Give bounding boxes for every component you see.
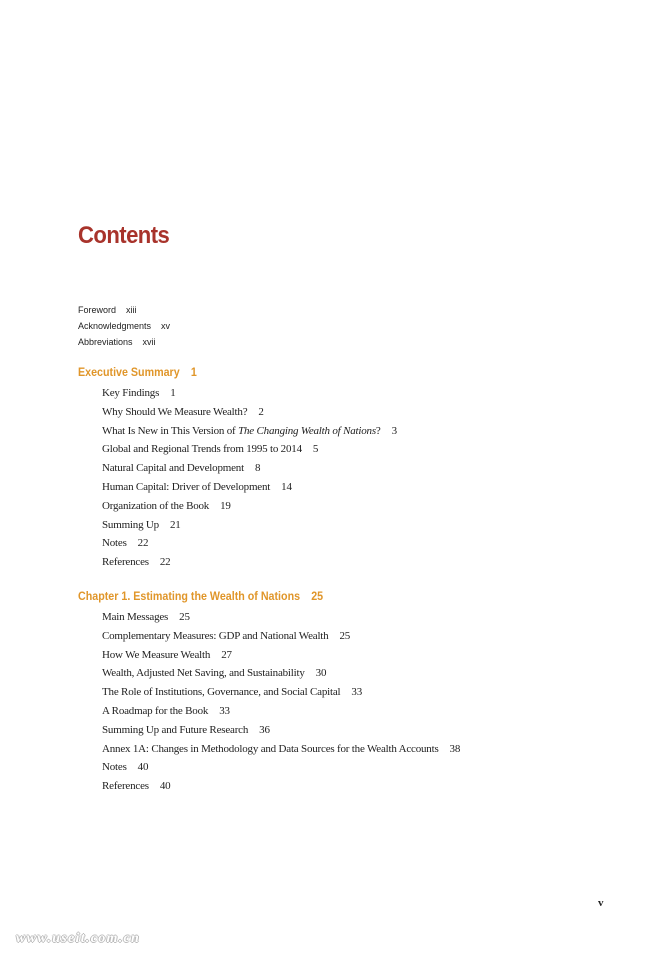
toc-section-chapter-1 xyxy=(78,590,460,796)
toc-entry-list xyxy=(78,608,460,796)
section-heading[interactable] xyxy=(78,590,433,608)
toc-entry[interactable] xyxy=(102,683,460,702)
section-heading-label: Chapter 1. Estimating the Wealth of Nations xyxy=(78,591,301,603)
toc-entry-label: Wealth, Adjusted Net Saving, and Sustainability xyxy=(102,667,305,680)
toc-entry-page: xiii xyxy=(126,305,137,315)
toc-entry-label: Acknowledgments xyxy=(78,321,152,331)
toc-entry-page: 33 xyxy=(351,686,362,699)
toc-entry-label: Foreword xyxy=(78,305,117,315)
toc-entry-label: Abbreviations xyxy=(78,337,133,347)
page-number: v xyxy=(598,897,604,909)
toc-entry-label: Summing Up xyxy=(102,518,159,531)
toc-entry-label: Human Capital: Driver of Development xyxy=(102,480,271,493)
toc-entry-label: Complementary Measures: GDP and National Wealth xyxy=(102,629,329,642)
toc-entry-label: Organization of the Book xyxy=(102,499,210,512)
toc-entry[interactable] xyxy=(102,758,460,777)
page-title: Contents xyxy=(78,222,170,249)
toc-entry-page: 1 xyxy=(170,387,176,399)
toc-entry-abbreviations[interactable] xyxy=(78,335,170,351)
toc-entry-page: 2 xyxy=(258,405,264,418)
toc-entry-page: 40 xyxy=(137,761,149,774)
toc-entry-label: Annex 1A: Changes in Methodology and Data Sources for the Wealth Accounts xyxy=(102,742,439,755)
toc-entry[interactable] xyxy=(102,403,397,422)
toc-section-executive-summary xyxy=(78,366,397,572)
toc-entry-page: 25 xyxy=(179,611,190,623)
toc-entry-label: What Is New in This Version of xyxy=(102,424,239,437)
toc-entry-page: 5 xyxy=(312,443,319,456)
toc-entry-label: Main Messages xyxy=(102,611,169,623)
toc-entry[interactable] xyxy=(102,459,397,478)
toc-entry-label: References xyxy=(102,556,149,569)
toc-entry[interactable] xyxy=(102,646,460,665)
toc-entry-label: Global and Regional Trends from 1995 to 2014 xyxy=(102,443,302,456)
toc-entry-page: 33 xyxy=(219,704,230,717)
toc-entry-page: 36 xyxy=(259,723,270,736)
toc-entry-page: 22 xyxy=(159,556,171,569)
toc-entry-label-suffix: ? xyxy=(375,424,381,437)
toc-entry-label: Summing Up and Future Research xyxy=(102,723,249,736)
section-heading-page: 25 xyxy=(311,591,324,603)
toc-entry-page: 40 xyxy=(159,780,171,793)
toc-entry[interactable] xyxy=(102,608,460,627)
toc-entry[interactable] xyxy=(102,627,460,646)
toc-entry-page: 22 xyxy=(137,537,149,550)
toc-entry-page: 30 xyxy=(315,667,327,680)
toc-entry-acknowledgments[interactable] xyxy=(78,319,170,335)
watermark: www.useit.com.cn xyxy=(16,931,141,946)
toc-entry-label: A Roadmap for the Book xyxy=(102,704,209,717)
toc-entry[interactable] xyxy=(102,740,460,759)
toc-entry-page: xv xyxy=(161,321,171,331)
toc-entry[interactable] xyxy=(102,777,460,796)
book-title-italic: The Changing Wealth of Nations xyxy=(238,424,376,437)
toc-entry[interactable] xyxy=(102,497,397,516)
toc-entry-label: How We Measure Wealth xyxy=(102,648,211,661)
toc-entry-page: 14 xyxy=(281,480,292,493)
front-matter-list xyxy=(78,303,170,351)
toc-entry-label: Why Should We Measure Wealth? xyxy=(102,405,248,418)
toc-entry-page: 19 xyxy=(220,499,231,512)
toc-entry[interactable] xyxy=(102,422,397,441)
toc-entry-list xyxy=(78,384,397,572)
toc-entry-label: Notes xyxy=(102,761,127,774)
toc-entry-label: References xyxy=(102,780,149,793)
toc-entry[interactable] xyxy=(102,478,397,497)
section-heading-label: Executive Summary xyxy=(78,367,180,379)
toc-entry-page: 21 xyxy=(169,518,181,531)
toc-entry[interactable] xyxy=(102,534,397,553)
toc-entry[interactable] xyxy=(102,440,397,459)
section-heading-page: 1 xyxy=(190,367,197,379)
toc-entry[interactable] xyxy=(102,553,397,572)
toc-entry[interactable] xyxy=(102,721,460,740)
toc-entry[interactable] xyxy=(102,702,460,721)
toc-entry-label: Natural Capital and Development xyxy=(102,462,244,475)
toc-entry-page: 27 xyxy=(221,648,232,661)
toc-entry-label: Key Findings xyxy=(102,387,160,399)
toc-entry[interactable] xyxy=(102,384,397,403)
toc-entry-foreword[interactable] xyxy=(78,303,170,319)
toc-entry[interactable] xyxy=(102,664,460,683)
toc-entry-page: xvii xyxy=(142,337,156,347)
toc-entry-label: Notes xyxy=(102,537,127,550)
toc-entry-page: 38 xyxy=(449,742,461,755)
toc-entry-page: 8 xyxy=(254,462,261,475)
toc-entry-page: 25 xyxy=(339,629,351,642)
section-heading[interactable] xyxy=(78,366,375,384)
toc-entry[interactable] xyxy=(102,516,397,535)
toc-entry-page: 3 xyxy=(391,424,397,437)
toc-entry-label: The Role of Institutions, Governance, and Social Capital xyxy=(102,686,341,699)
